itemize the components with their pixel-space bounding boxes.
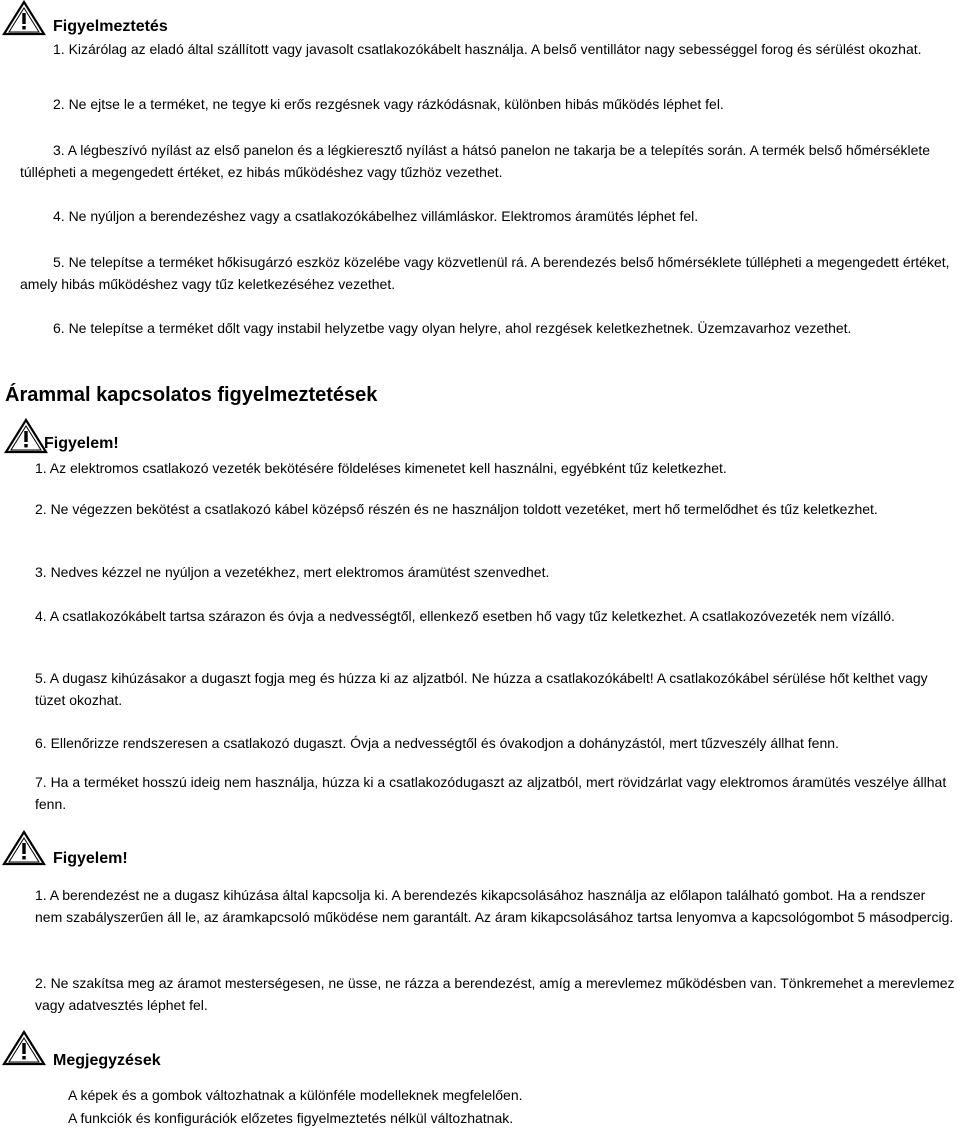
warning-triangle-icon	[2, 1030, 46, 1066]
caution-item-1: 1. A berendezést ne a dugasz kihúzása által kapcsolja ki. A berendezés kikapcsolásához használja az előlapon található gombot. Ha a rendszer nem szabályszerűen áll le, az áramkapcsoló működése nem garantált. Az áram kikapcsolásához tartsa lenyomva a kapcsológombot 5 másodpercig.	[35, 887, 954, 925]
caution-title: Figyelem!	[53, 850, 128, 867]
caution-item-7: 7. Ha a terméket hosszú ideig nem használja, húzza ki a csatlakozódugaszt az aljzatból, mert rövidzárlat vagy elektromos áramütés veszélye állhat fenn.	[35, 774, 947, 812]
warning-title: Figyelmeztetés	[53, 18, 168, 35]
caution-title: Figyelem!	[44, 435, 119, 452]
warning-triangle-icon	[2, 830, 46, 866]
caution-item-1: 1. Az elektromos csatlakozó vezeték bekötésére földeléses kimenetet kell használni, egyébként tűz keletkezhet.	[35, 460, 727, 476]
note-item-1: A képek és a gombok változhatnak a különféle modelleknek megfelelően.	[68, 1087, 523, 1103]
caution-item-2: 2. Ne szakítsa meg az áramot mesterségesen, ne üsse, ne rázza a berendezést, amíg a merevlemez működésben van. Tönkremehet a merevlemez vagy adatvesztés léphet fel.	[35, 975, 955, 1013]
warning-item-6: 6. Ne telepítse a terméket dőlt vagy instabil helyzetbe vagy olyan helyre, ahol rezgések keletkezhetnek. Üzemzavarhoz vezethet.	[53, 320, 852, 336]
warning-item-5: 5. Ne telepítse a terméket hőkisugárzó eszköz közelébe vagy közvetlenül rá. A berendezés belső hőmérséklete túllépheti a megengedett értéket, amely hibás működéshez vagy tűz keletkezéséhez vezethet.	[20, 254, 950, 292]
caution-item-4: 4. A csatlakozókábelt tartsa szárazon és óvja a nedvességtől, ellenkező esetben hő vagy tűz keletkezhet. A csatlakozóvezeték nem vízálló.	[35, 608, 895, 624]
warning-item-3: 3. A légbeszívó nyílást az első panelon és a légkieresztő nyílást a hátsó panelon ne takarja be a telepítés során. A termék belső hőmérséklete túllépheti a megengedett értéket, ez hibás működéshez vagy tűzhöz vezethet.	[20, 142, 931, 180]
warning-triangle-icon	[2, 0, 46, 36]
notes-title: Megjegyzések	[53, 1052, 161, 1069]
caution-item-6: 6. Ellenőrizze rendszeresen a csatlakozó dugaszt. Óvja a nedvességtől és óvakodjon a dohányzástól, mert tűzveszély állhat fenn.	[35, 735, 839, 751]
note-item-2: A funkciók és konfigurációk előzetes figyelmeztetés nélkül változhatnak.	[68, 1110, 514, 1126]
warning-triangle-icon	[4, 418, 48, 454]
section-title: Árammal kapcsolatos figyelmeztetések	[5, 384, 378, 406]
caution-item-3: 3. Nedves kézzel ne nyúljon a vezetékhez, mert elektromos áramütést szenvedhet.	[35, 564, 550, 580]
caution-item-5: 5. A dugasz kihúzásakor a dugaszt fogja meg és húzza ki az aljzatból. Ne húzza a csatlakozókábelt! A csatlakozókábel sérülése hőt kelthet vagy tüzet okozhat.	[35, 670, 928, 708]
warning-item-4: 4. Ne nyúljon a berendezéshez vagy a csatlakozókábelhez villámláskor. Elektromos áramütés léphet fel.	[53, 208, 699, 224]
warning-item-1: 1. Kizárólag az eladó által szállított vagy javasolt csatlakozókábelt használja. A belső ventillátor nagy sebességgel forog és sérülést okozhat.	[53, 41, 922, 57]
caution-item-2: 2. Ne végezzen bekötést a csatlakozó kábel középső részén és ne használjon toldott vezetéket, mert hő termelődhet és tűz keletkezhet.	[35, 501, 878, 517]
warning-item-2: 2. Ne ejtse le a terméket, ne tegye ki erős rezgésnek vagy rázkódásnak, különben hibás működés léphet fel.	[53, 96, 724, 112]
